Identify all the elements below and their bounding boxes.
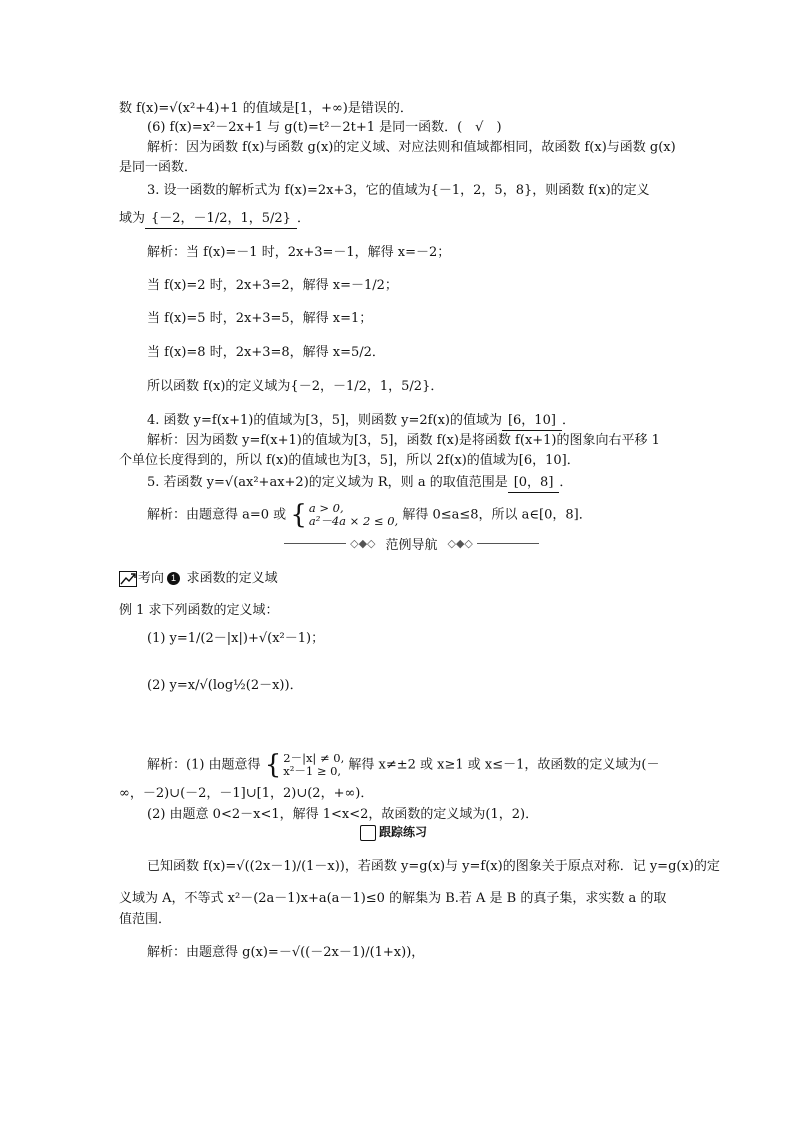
question-5-system: { a > 0, a²－4a × 2 ≤ 0, [290, 500, 399, 530]
solution-1-pre: 解析：(1) 由题意得 [147, 757, 261, 773]
practice-problem-line-3: 值范围． [119, 912, 172, 927]
practice-problem-line-2: 义域为 A，不等式 x²－(2a－1)x+a(a－1)≤0 的解集为 B.若 A 是 B 的真子集，求实数 a 的取 [119, 891, 667, 906]
divider-line-left [284, 543, 346, 544]
line-previous-conclusion: 数 f(x)=√(x²+4)+1 的值域是[1，+∞)是错误的． [119, 101, 413, 116]
question-4-answer: [6，10] [502, 412, 562, 431]
question-3-answer-line: 域为 {－2，－1/2，1，5/2} ． [119, 210, 310, 229]
question-4-solution: 解析：因为函数 y=f(x+1)的值域为[3，5]，函数 f(x)是将函数 f(x+1)的图象向右平移 1 [147, 433, 660, 448]
question-4-solution-cont: 个单位长度得到的，所以 f(x)的值域也为[3，5]，所以 2f(x)的值域为[6，10]． [119, 453, 580, 468]
ornament-left-icon: ◇◆◇ [350, 536, 376, 550]
question-3-step-1: 解析：当 f(x)=－1 时，2x+3=－1，解得 x=－2； [147, 245, 451, 260]
practice-problem-line-1: 已知函数 f(x)=√((2x－1)/(1－x))，若函数 y=g(x)与 y=f(x)的图象关于原点对称．记 y=g(x)的定 [147, 859, 720, 874]
example-1-part-2: (2) y=x/√(log½(2－x))． [147, 678, 303, 693]
trend-arrow-icon [119, 571, 137, 587]
example-1-part-1: (1) y=1/(2－|x|)+√(x²－1)； [147, 631, 325, 646]
question-5-system-row-2: a²－4a × 2 ≤ 0, [308, 514, 399, 528]
question-5-solution [147, 502, 592, 528]
question-5-solution-post: 解得 0≤a≤8，所以 a∈[0，8]． [402, 507, 592, 523]
question-4-text: 4. 函数 y=f(x+1)的值域为[3，5]，则函数 y=2f(x)的值域为 [147, 413, 502, 428]
question-3-step-2: 当 f(x)=2 时，2x+3=2，解得 x=－1/2； [147, 278, 398, 293]
question-3-answer: {－2，－1/2，1，5/2} [145, 210, 297, 229]
question-5-solution-pre: 解析：由题意得 a=0 或 [147, 507, 287, 523]
direction-number: 1 [167, 572, 180, 585]
question-4: 4. 函数 y=f(x+1)的值域为[3，5]，则函数 y=2f(x)的值域为 [6，10] ． [147, 412, 575, 431]
section-title: 范例导航 [385, 536, 438, 552]
solution-2: (2) 由题意 0<2－x<1，解得 1<x<2，故函数的定义域为(1，2)． [147, 807, 539, 822]
direction-heading [119, 567, 278, 587]
item-6-solution-cont: 是同一函数． [119, 160, 198, 175]
ornament-right-icon: ◇◆◇ [447, 536, 473, 550]
section-divider [284, 533, 539, 553]
solution-1-cont: ∞，－2)∪(－2，－1]∪[1，2)∪(2，+∞)． [119, 786, 374, 801]
question-5-answer: [0，8] [508, 474, 560, 493]
direction-title: 求函数的定义域 [186, 570, 278, 585]
example-1: 例 1 求下列函数的定义域： [119, 603, 279, 618]
solution-1-post: 解得 x≠±2 或 x≥1 或 x≤－1，故函数的定义域为(－ [348, 757, 660, 773]
solution-1-system-row-1: 2－|x| ≠ 0, [283, 751, 345, 765]
question-3-step-3: 当 f(x)=5 时，2x+3=5，解得 x=1； [147, 311, 373, 326]
question-5-system-row-1: a > 0, [308, 501, 344, 515]
practice-tag [360, 823, 427, 841]
item-6: (6) f(x)=x²－2x+1 与 g(t)=t²－2t+1 是同一函数．( √ ) [147, 120, 502, 135]
pencil-note-icon [360, 825, 376, 841]
question-5-text: 5. 若函数 y=√(ax²+ax+2)的定义域为 R，则 a 的取值范围是 [147, 475, 508, 490]
practice-solution: 解析：由题意得 g(x)=－√((－2x－1)/(1+x))， [147, 945, 425, 960]
practice-tag-label: 跟踪练习 [379, 825, 428, 839]
question-3-step-4: 当 f(x)=8 时，2x+3=8，解得 x=5/2． [147, 345, 385, 360]
solution-1-system-row-2: x²－1 ≥ 0, [283, 764, 342, 778]
question-3-conclusion: 所以函数 f(x)的定义域为{－2，－1/2，1，5/2}． [147, 379, 444, 394]
question-5: 5. 若函数 y=√(ax²+ax+2)的定义域为 R，则 a 的取值范围是 [0，8] ． [147, 474, 572, 493]
solution-1-system: { 2－|x| ≠ 0, x²－1 ≥ 0, [264, 750, 345, 780]
question-3-prefix: 域为 [119, 211, 146, 226]
direction-label: 考向 [138, 570, 165, 585]
example-1-solution [147, 752, 660, 778]
item-6-solution: 解析：因为函数 f(x)与函数 g(x)的定义域、对应法则和值域都相同，故函数 f(x)与函数 g(x) [147, 140, 676, 155]
question-3: 3. 设一函数的解析式为 f(x)=2x+3，它的值域为{－1，2，5，8}，则函数 f(x)的定义 [147, 183, 650, 198]
divider-line-right [477, 543, 539, 544]
